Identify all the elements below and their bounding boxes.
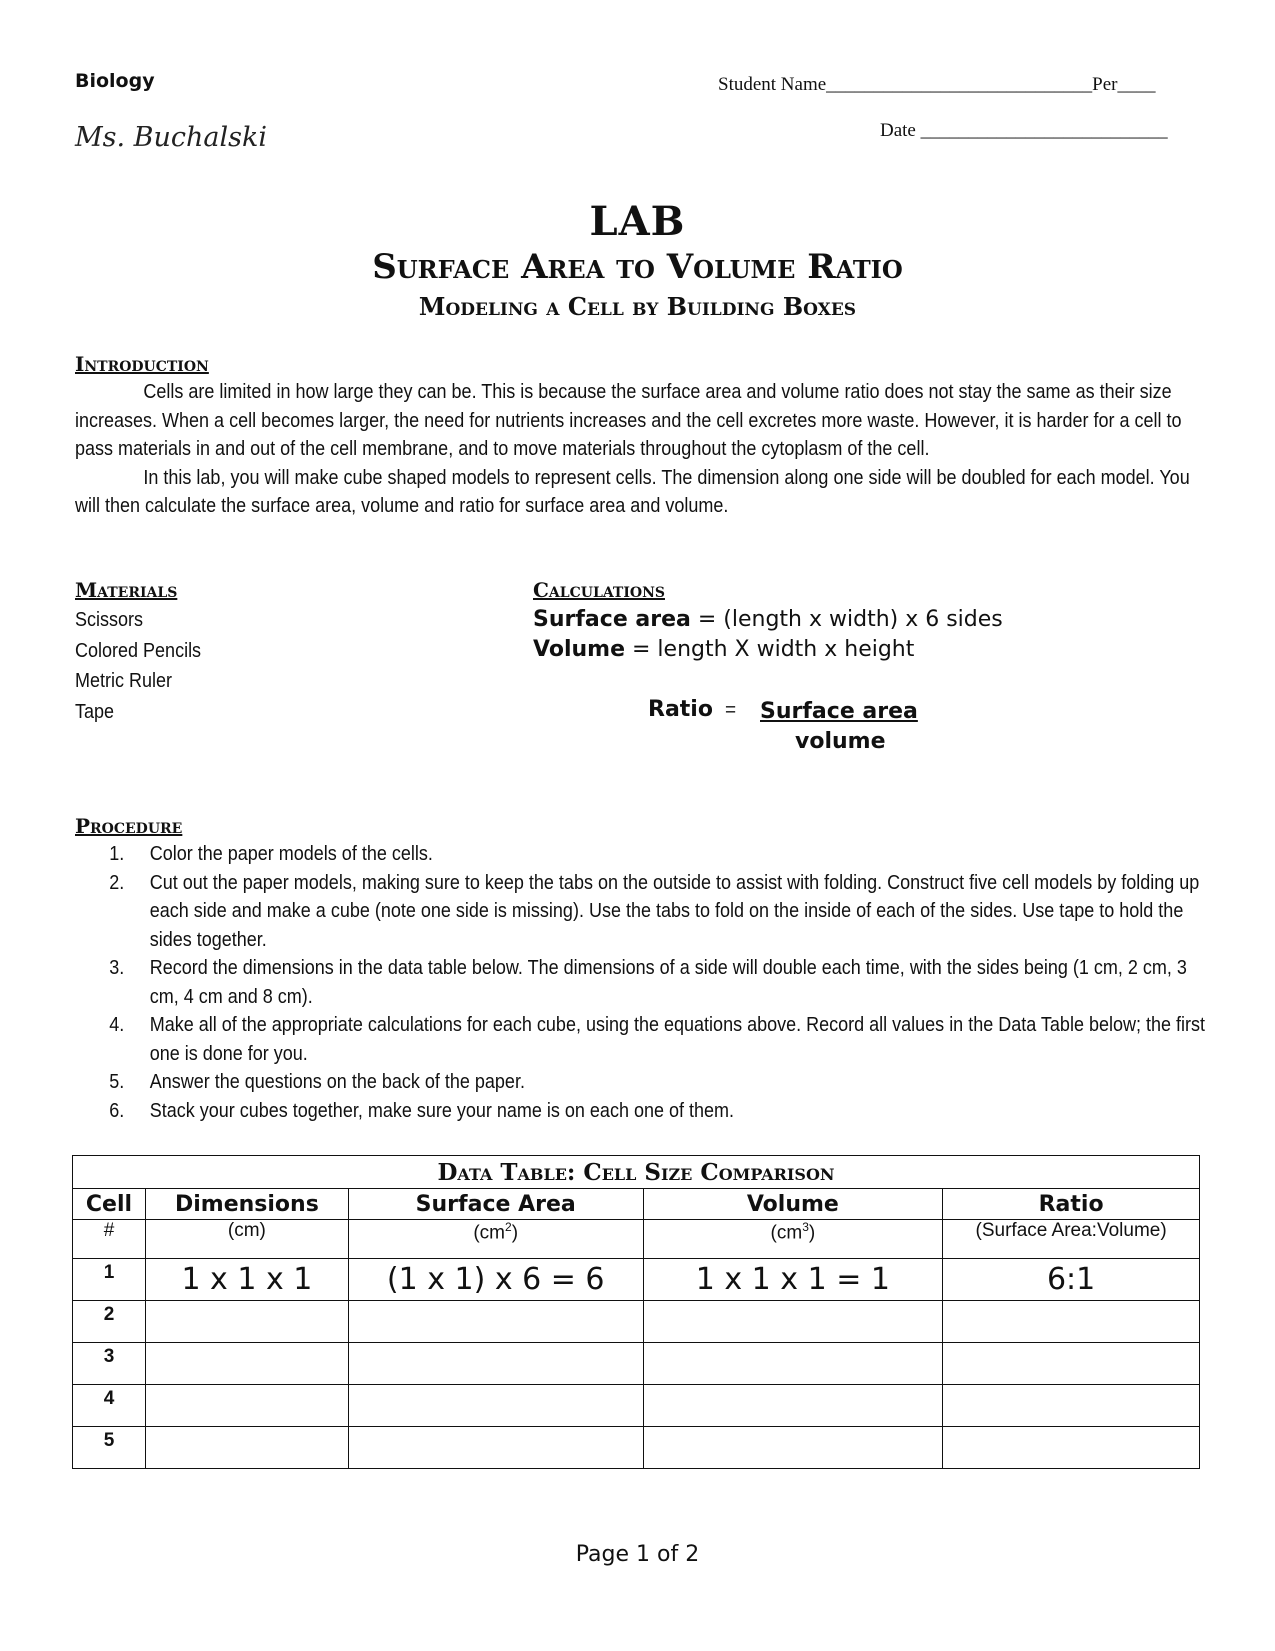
materials-list	[75, 605, 201, 727]
surface-area-formula	[533, 607, 1003, 632]
materials-item: Colored Pencils	[75, 639, 202, 662]
table-row	[73, 1301, 1200, 1343]
step-number: 4.	[109, 1014, 125, 1036]
introduction-paragraph: Cells are limited in how large they can be. This is because the surface area and volume ratio does not stay the same as their size increases. When a cell becomes larger, the need for nutrients increases and the cell excretes more waste. However, it is harder for a cell to pass materials in and out of the cell membrane, and to move materials throughout the cytoplasm of the cell.	[75, 381, 1182, 460]
step-text: Record the dimensions in the data table below. The dimensions of a side will double each time, with the sides being (1 cm, 2 cm, 3 cm, 4 cm and 8 cm).	[149, 957, 1187, 1008]
data-table	[72, 1155, 1200, 1469]
step-text: Cut out the paper models, making sure to keep the tabs on the outside to assist with folding. Construct five cell models by folding up each side and make a cube (note one side is missing). Use the tabs to fold on the inside of each of the sides. Use tape to hold the sides together.	[149, 871, 1200, 951]
ratio-value: 6:1	[943, 1259, 1200, 1301]
volume-value	[643, 1343, 943, 1385]
ratio-numerator: Surface area	[760, 699, 918, 724]
ratio-equals: =	[725, 700, 737, 721]
dimensions-value	[145, 1301, 348, 1343]
surface-area-value: (1 x 1) x 6 = 6	[348, 1259, 643, 1301]
table-row	[73, 1343, 1200, 1385]
introduction-paragraph: In this lab, you will make cube shaped models to represent cells. The dimension along one side will be doubled for each model. You will then calculate the surface area, volume and ratio for surface area and volume.	[75, 466, 1190, 517]
surface-area-value	[348, 1343, 643, 1385]
column-header-dimensions: Dimensions	[145, 1189, 348, 1220]
surface-area-value	[348, 1385, 643, 1427]
dimensions-value	[145, 1343, 348, 1385]
ratio-denominator: volume	[795, 729, 886, 754]
unit-ratio: (Surface Area:Volume)	[943, 1220, 1200, 1259]
volume-value	[643, 1385, 943, 1427]
unit-cell: #	[73, 1220, 146, 1259]
unit-surface-area: $(cm^2)$	[348, 1220, 643, 1259]
subject-label: Biology	[75, 70, 155, 92]
surface-area-value	[348, 1427, 643, 1469]
step-text: Color the paper models of the cells.	[149, 843, 433, 865]
surface-area-value	[348, 1301, 643, 1343]
dimensions-value: 1 x 1 x 1	[145, 1259, 348, 1301]
unit-dimensions: (cm)	[145, 1220, 348, 1259]
volume-label: Volume	[533, 637, 625, 662]
procedure-step	[75, 840, 1211, 869]
page-number: Page 1 of 2	[575, 1542, 700, 1567]
ratio-value	[943, 1385, 1200, 1427]
procedure-step	[75, 869, 1211, 955]
page-subtitle: Modeling a Cell by Building Boxes	[418, 292, 857, 321]
table-row	[73, 1259, 1200, 1301]
step-number: 6.	[109, 1099, 125, 1122]
date-line: Date __________________________	[880, 120, 1168, 141]
calculations-heading: Calculations	[533, 578, 665, 602]
data-table-title: Data Table: Cell Size Comparison	[73, 1156, 1200, 1189]
student-name-line: Student Name____________________________Per____	[718, 74, 1156, 95]
procedure-step	[75, 1011, 1211, 1068]
procedure-step	[75, 954, 1211, 1011]
materials-heading: Materials	[75, 578, 178, 602]
column-header-cell: Cell	[73, 1189, 146, 1220]
volume-formula	[533, 637, 914, 662]
column-header-surface-area: Surface Area	[348, 1189, 643, 1220]
table-row	[73, 1427, 1200, 1469]
step-number: 1.	[109, 843, 125, 865]
volume-value	[643, 1427, 943, 1469]
cell-number: 5	[73, 1427, 146, 1469]
ratio-label: Ratio	[648, 697, 713, 722]
dimensions-value	[145, 1385, 348, 1427]
procedure-step	[75, 1068, 1211, 1097]
procedure-heading: Procedure	[75, 814, 183, 838]
materials-item: Scissors	[75, 609, 144, 631]
surface-area-label: Surface area	[533, 607, 691, 632]
ratio-value	[943, 1301, 1200, 1343]
step-text: Answer the questions on the back of the paper.	[149, 1071, 525, 1093]
step-text: Stack your cubes together, make sure your name is on each one of them.	[149, 1099, 735, 1122]
unit-volume: $(cm^3)$	[643, 1220, 943, 1259]
page-title: Surface Area to Volume Ratio	[372, 247, 903, 287]
volume-value: 1 x 1 x 1 = 1	[643, 1259, 943, 1301]
introduction-heading: Introduction	[75, 352, 209, 376]
volume-value	[643, 1301, 943, 1343]
materials-item: Metric Ruler	[75, 670, 173, 692]
materials-item: Tape	[75, 700, 115, 723]
step-number: 2.	[109, 871, 125, 894]
volume-expression: = length X width x height	[632, 637, 915, 662]
procedure-list	[75, 840, 1211, 1125]
title-lab: LAB	[589, 198, 686, 245]
ratio-value	[943, 1427, 1200, 1469]
cell-number: 4	[73, 1385, 146, 1427]
step-text: Make all of the appropriate calculations for each cube, using the equations above. Record all values in the Data Table below; the first one is done for you.	[149, 1014, 1206, 1065]
surface-area-expression: = (length x width) x 6 sides	[697, 607, 1003, 632]
column-header-volume: Volume	[643, 1189, 943, 1220]
column-header-ratio: Ratio	[943, 1189, 1200, 1220]
cell-number: 1	[73, 1259, 146, 1301]
teacher-name: Ms. Buchalski	[75, 122, 267, 153]
introduction-text	[75, 378, 1200, 521]
step-number: 5.	[109, 1071, 125, 1093]
cell-number: 3	[73, 1343, 146, 1385]
procedure-step	[75, 1097, 1211, 1126]
dimensions-value	[145, 1427, 348, 1469]
ratio-value	[943, 1343, 1200, 1385]
table-row	[73, 1385, 1200, 1427]
cell-number: 2	[73, 1301, 146, 1343]
step-number: 3.	[109, 957, 125, 979]
